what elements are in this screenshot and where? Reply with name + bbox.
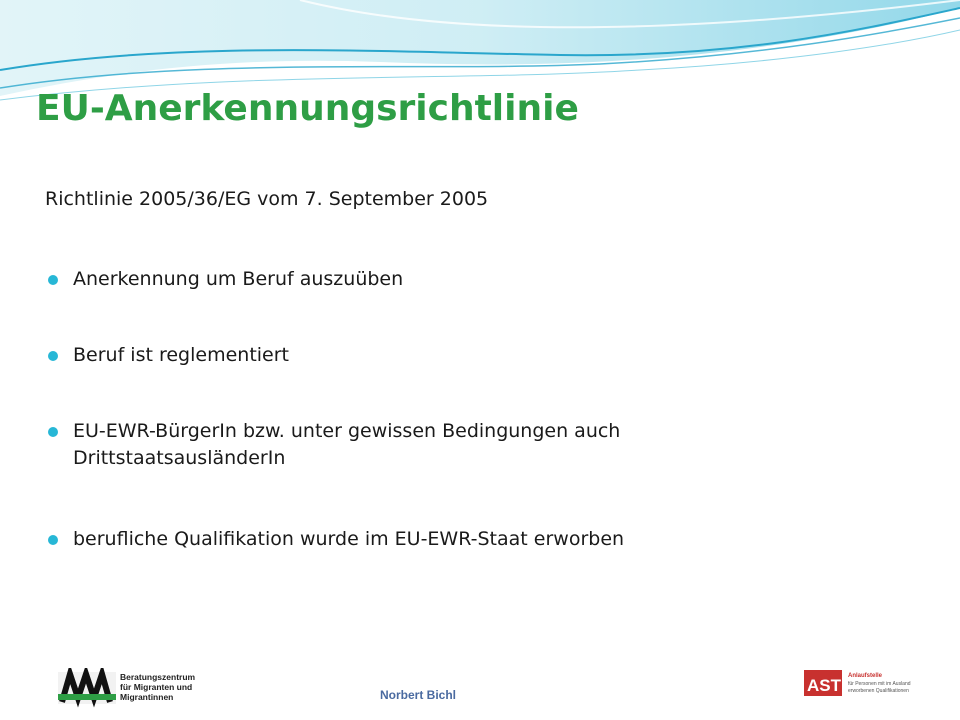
slide-subtitle: Richtlinie 2005/36/EG vom 7. September 2005 <box>45 188 489 210</box>
bullet-text: Anerkennung um Beruf auszuüben <box>73 268 404 290</box>
bullet-item <box>48 418 773 472</box>
beratungszentrum-logo <box>56 668 236 708</box>
bullet-item <box>48 266 773 293</box>
bullet-text: EU-EWR-BürgerIn bzw. unter gewissen Bedingungen auch DrittstaatsausländerIn <box>73 420 621 469</box>
logo-right-line1: Anlaufstelle <box>848 673 883 679</box>
bullet-text: berufliche Qualifikation wurde im EU-EWR-Staat erworben <box>73 528 625 550</box>
bullet-dot-icon <box>48 351 58 361</box>
bullet-text: Beruf ist reglementiert <box>73 344 290 366</box>
ast-logo-mark: AST <box>807 676 841 695</box>
bullet-dot-icon <box>48 427 58 437</box>
logo-right-line2: für Personen mit im Ausland <box>848 681 911 687</box>
logo-left-line1: Beratungszentrum <box>120 672 196 682</box>
ast-logo <box>804 666 934 702</box>
bullet-dot-icon <box>48 275 58 285</box>
bullet-item <box>48 526 773 553</box>
author-name: Norbert Bichl <box>380 688 457 702</box>
bullet-dot-icon <box>48 535 58 545</box>
logo-left-line3: Migrantinnen <box>120 692 174 702</box>
bullet-item <box>48 342 773 369</box>
logo-right-line3: erworbenen Qualifikationen <box>848 688 909 694</box>
logo-left-line2: für Migranten und <box>120 682 193 692</box>
slide-title: EU-Anerkennungsrichtlinie <box>36 88 579 129</box>
